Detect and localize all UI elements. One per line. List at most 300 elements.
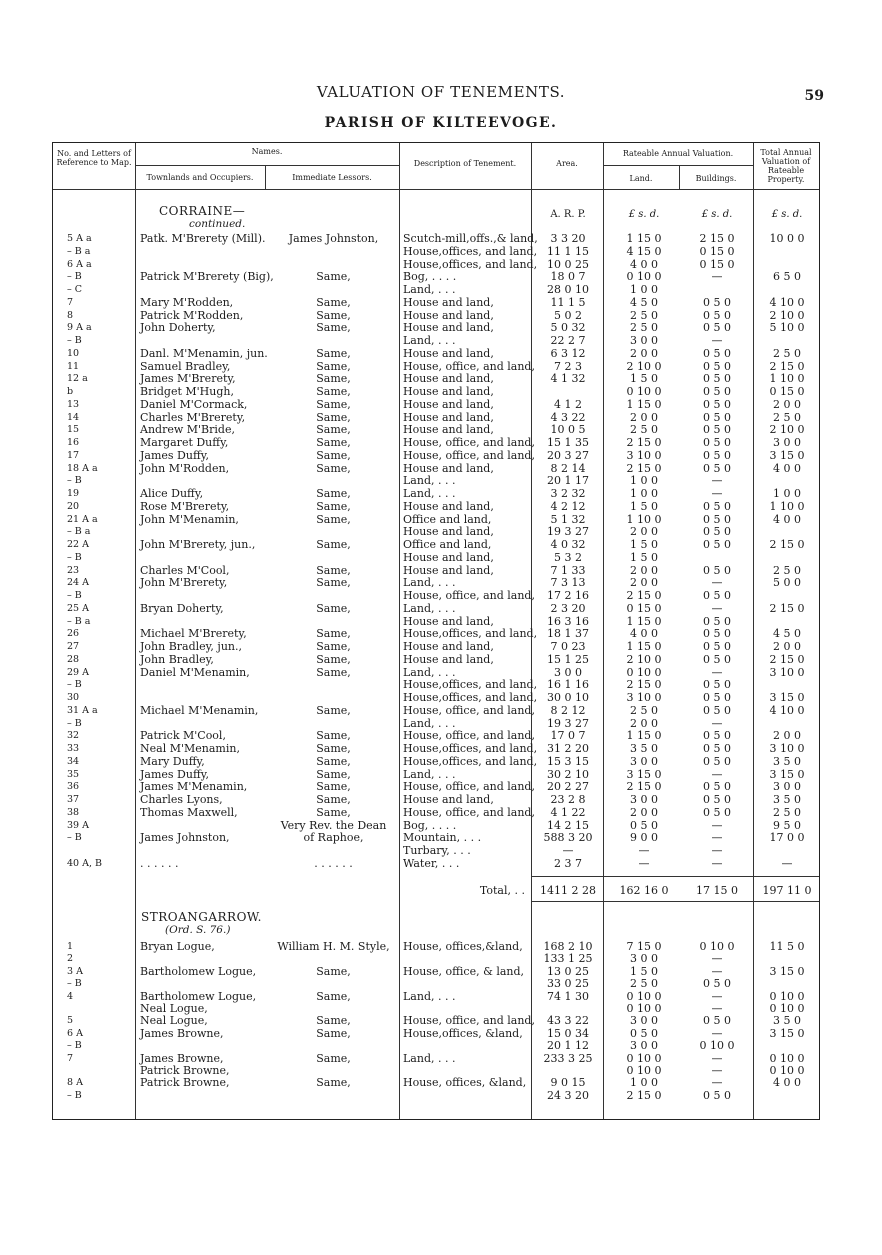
description-cell: Bog, . . . .	[403, 818, 457, 832]
occupier-cell: Charles Lyons,	[140, 793, 223, 806]
land-cell: 1 0 0	[630, 487, 658, 500]
buildings-cell: 0 5 0	[703, 359, 731, 373]
table-row	[53, 691, 819, 704]
land-cell: 0 10 0	[626, 1064, 662, 1077]
buildings-cell: —	[711, 474, 723, 488]
land-cell: 2 10 0	[626, 652, 662, 666]
description-cell: House, office, and land,	[403, 589, 535, 602]
buildings-cell: 0 10 0	[699, 1039, 735, 1053]
table-row	[53, 270, 819, 283]
occupier-cell: Danl. M'Menamin, jun.	[140, 346, 268, 360]
occupier-cell: John M'Rodden,	[140, 461, 230, 475]
area-cell: 5 0 32	[550, 321, 586, 335]
occupier-cell: James Johnston,	[140, 831, 230, 845]
buildings-cell: 0 5 0	[703, 729, 731, 743]
total-rule	[531, 901, 819, 902]
land-cell: 0 10 0	[626, 989, 662, 1003]
total-cell: 2 0 0	[773, 397, 801, 411]
total-cell: 0 10 0	[769, 1064, 805, 1077]
ref-cell: 28	[67, 653, 80, 665]
total-cell: 4 10 0	[769, 295, 805, 309]
area-cell: 8 2 12	[550, 703, 586, 717]
occupier-cell: James Duffy,	[140, 767, 210, 781]
total-row	[53, 884, 819, 897]
area-cell: 7 3 13	[550, 576, 586, 590]
description-cell: Land, . . .	[403, 767, 456, 781]
land-cell: 1 15 0	[626, 397, 662, 411]
description-cell: House and land,	[403, 640, 494, 653]
ref-cell: – B	[67, 475, 82, 487]
buildings-cell: —	[711, 1026, 723, 1040]
area-cell: 4 1 2	[554, 397, 582, 411]
valuation-table	[52, 142, 820, 1120]
total-units: £ s. d.	[771, 209, 803, 220]
lessor-cell: Same,	[316, 397, 351, 411]
table-row	[53, 640, 819, 653]
area-cell: 8 2 14	[550, 461, 586, 475]
table-row	[53, 831, 819, 844]
lessor-cell: Same,	[316, 487, 351, 500]
total-value: 197 11 0	[762, 884, 812, 897]
occupier-cell: Daniel M'Menamin,	[140, 665, 250, 679]
table-row	[53, 602, 819, 615]
description-cell: House,offices, and land,	[403, 627, 538, 641]
buildings-cell: —	[711, 1064, 723, 1077]
ref-cell: 18 A a	[67, 462, 98, 474]
table-row	[53, 729, 819, 742]
land-cell: 2 0 0	[630, 346, 658, 360]
ref-cell: – B a	[67, 615, 91, 627]
area-cell: 4 1 22	[550, 805, 586, 819]
area-cell: 20 1 17	[547, 474, 589, 488]
lessor-cell: Same,	[316, 512, 351, 526]
area-cell: 7 1 33	[550, 563, 586, 577]
land-cell: 2 15 0	[626, 461, 662, 475]
ref-cell: 1	[67, 941, 74, 952]
area-cell: 19 3 27	[547, 716, 589, 730]
description-cell: Land, . . .	[403, 474, 456, 488]
table-row	[53, 977, 819, 990]
description-cell: House,offices, and land,	[403, 691, 538, 704]
total-cell: 2 10 0	[769, 423, 805, 437]
area-cell: 10 0 25	[547, 257, 589, 271]
occupier-cell: Bryan Doherty,	[140, 601, 224, 615]
buildings-cell: 0 5 0	[703, 754, 731, 768]
occupier-cell: Mary M'Rodden,	[140, 295, 234, 309]
area-cell: 5 3 2	[554, 550, 582, 564]
area-cell: 4 0 32	[550, 538, 586, 551]
occupier-cell: Bryan Logue,	[140, 940, 215, 953]
rule	[135, 165, 399, 166]
table-row	[53, 1014, 819, 1027]
area-cell: 3 0 0	[554, 665, 582, 679]
area-cell: 31 2 20	[547, 742, 589, 755]
land-cell: 1 15 0	[626, 614, 662, 628]
ref-cell: 30	[67, 692, 80, 703]
total-cell: 2 15 0	[769, 359, 805, 373]
description-cell: House, office, and land,	[403, 805, 535, 819]
lessor-cell: Same,	[316, 754, 351, 768]
table-row	[53, 296, 819, 309]
description-cell: House and land,	[403, 614, 494, 628]
lessor-cell: Same,	[316, 436, 351, 449]
total-land: 162 16 0	[619, 884, 669, 897]
land-cell: 2 0 0	[630, 576, 658, 590]
description-cell: House, offices,&land,	[403, 940, 523, 953]
total-area: 1411 2 28	[540, 884, 596, 897]
description-cell: House and land,	[403, 499, 494, 513]
area-cell: 9 0 15	[550, 1076, 586, 1090]
land-cell: 0 10 0	[626, 665, 662, 679]
ref-cell: 7	[67, 296, 74, 308]
description-cell: House, office, & land,	[403, 964, 525, 978]
occupier-cell: John Bradley, jun.,	[140, 640, 242, 653]
buildings-cell: —	[711, 601, 723, 615]
area-cell: 15 1 25	[547, 652, 589, 666]
description-cell: Scutch-mill,offs.,& land,	[403, 232, 538, 245]
area-cell: 30 0 10	[547, 691, 589, 704]
area-cell: 4 3 22	[550, 410, 586, 424]
description-cell: Land, . . .	[403, 283, 456, 296]
ref-cell: 12 a	[67, 373, 88, 385]
table-row	[53, 576, 819, 589]
area-cell: 3 2 32	[550, 487, 586, 500]
description-cell: Land, . . .	[403, 1051, 456, 1065]
buildings-cell: 0 5 0	[703, 538, 731, 551]
table-row	[53, 1076, 819, 1089]
occupier-cell: . . . . . .	[140, 856, 179, 870]
buildings-cell: —	[711, 964, 723, 978]
section-subtitle: continued.	[189, 218, 246, 230]
buildings-cell: —	[711, 818, 723, 832]
area-cell: 13 0 25	[547, 964, 589, 978]
description-cell: Land, . . .	[403, 334, 456, 347]
buildings-cell: —	[711, 1002, 723, 1015]
land-cell: 1 5 0	[630, 964, 658, 978]
buildings-cell: 0 5 0	[703, 805, 731, 819]
land-cell: —	[638, 856, 650, 870]
lessor-cell: Same,	[316, 989, 351, 1003]
occupier-cell: Patrick M'Rodden,	[140, 308, 244, 322]
ref-cell: – C	[67, 284, 83, 295]
total-cell: 2 0 0	[773, 729, 801, 743]
land-cell: 3 0 0	[630, 754, 658, 768]
land-cell: 3 0 0	[630, 334, 658, 347]
table-row	[53, 755, 819, 768]
land-cell: 1 15 0	[626, 232, 662, 245]
land-cell: 7 15 0	[626, 940, 662, 953]
table-row	[53, 411, 819, 424]
ref-cell: 35	[67, 768, 80, 780]
area-cell: 17 0 7	[550, 729, 586, 743]
total-cell: 5 0 0	[773, 576, 801, 590]
lessor-cell: Same,	[316, 499, 351, 513]
total-cell: 3 5 0	[773, 793, 801, 806]
land-cell: 2 15 0	[626, 1088, 662, 1102]
buildings-cell: 0 15 0	[699, 244, 735, 258]
total-cell: 0 10 0	[769, 1051, 805, 1065]
lessor-cell: Same,	[316, 780, 351, 794]
buildings-cell: 0 5 0	[703, 678, 731, 692]
land-cell: 2 0 0	[630, 563, 658, 577]
ref-cell: – B	[67, 717, 82, 729]
land-cell: 0 15 0	[626, 601, 662, 615]
description-cell: House, office, and land,	[403, 436, 535, 449]
total-cell: 3 10 0	[769, 665, 805, 679]
buildings-cell: —	[711, 270, 723, 284]
page-number: 59	[804, 88, 824, 104]
ref-cell: 33	[67, 743, 80, 754]
ref-cell: 36	[67, 781, 80, 793]
table-row	[53, 1027, 819, 1040]
land-cell: 2 5 0	[630, 308, 658, 322]
lessor-cell: Same,	[316, 295, 351, 309]
ref-cell: 39 A	[67, 819, 89, 831]
land-cell: 2 5 0	[630, 703, 658, 717]
occupier-cell: John M'Brerety, jun.,	[140, 538, 256, 551]
ref-cell: 13	[67, 398, 80, 410]
area-cell: 43 3 22	[547, 1014, 589, 1028]
area-cell: 18 0 7	[550, 270, 586, 284]
occupier-cell: James Browne,	[140, 1026, 224, 1040]
description-cell: Water, . . .	[403, 856, 460, 870]
buildings-cell: —	[711, 1051, 723, 1065]
area-cell: 2 3 20	[550, 601, 586, 615]
buildings-cell: 0 5 0	[703, 742, 731, 755]
table-row	[53, 321, 819, 334]
area-cell: 22 2 7	[550, 334, 586, 347]
table-row	[53, 449, 819, 462]
land-cell: 2 5 0	[630, 321, 658, 335]
ref-cell: 38	[67, 806, 80, 818]
table-row	[53, 768, 819, 781]
land-cell: 2 15 0	[626, 678, 662, 692]
table-row	[53, 1039, 819, 1052]
area-cell: 28 0 10	[547, 283, 589, 296]
table-row	[53, 436, 819, 449]
total-cell: 4 10 0	[769, 703, 805, 717]
total-cell: 2 5 0	[773, 410, 801, 424]
land-cell: 3 0 0	[630, 952, 658, 966]
ref-cell: 22 A	[67, 539, 89, 550]
table-row	[53, 538, 819, 551]
total-cell: 17 0 0	[769, 831, 805, 845]
table-row	[53, 780, 819, 793]
lessor-cell: Same,	[316, 793, 351, 806]
col-area-header: Area.	[556, 159, 578, 168]
lessor-cell: Same,	[316, 563, 351, 577]
table-row	[53, 334, 819, 347]
total-cell: 2 15 0	[769, 652, 805, 666]
lessor-cell: Same,	[316, 372, 351, 386]
total-cell: 0 15 0	[769, 385, 805, 398]
land-cell: 2 0 0	[630, 805, 658, 819]
col-land-header: Land.	[629, 174, 653, 183]
table-row	[53, 385, 819, 398]
land-cell: 3 10 0	[626, 691, 662, 704]
occupier-cell: John M'Brerety,	[140, 576, 228, 590]
lessor-cell: Same,	[316, 964, 351, 978]
total-cell: 1 0 0	[773, 487, 801, 500]
lessor-cell: Same,	[316, 448, 351, 462]
table-row	[53, 965, 819, 978]
lessor-cell: Same,	[316, 359, 351, 373]
description-cell: Office and land,	[403, 512, 492, 526]
total-cell: 3 15 0	[769, 448, 805, 462]
area-cell: 133 1 25	[543, 952, 593, 966]
buildings-cell: 0 5 0	[703, 627, 731, 641]
description-cell: House, offices, &land,	[403, 1076, 527, 1090]
land-cell: 3 15 0	[626, 767, 662, 781]
total-cell: 2 15 0	[769, 538, 805, 551]
land-cell: 1 5 0	[630, 538, 658, 551]
col-desc-header: Description of Tenement.	[413, 159, 517, 168]
total-cell: 3 0 0	[773, 780, 801, 794]
area-cell: 6 3 12	[550, 346, 586, 360]
ref-cell: – B	[67, 335, 82, 346]
land-cell: 0 5 0	[630, 1026, 658, 1040]
description-cell: Mountain, . . .	[403, 831, 482, 845]
description-cell: House, office, and land,	[403, 729, 535, 743]
description-cell: House, office, and land,	[403, 703, 535, 717]
lessor-cell: Same,	[316, 308, 351, 322]
total-cell: 2 0 0	[773, 640, 801, 653]
buildings-cell: —	[711, 576, 723, 590]
buildings-cell: —	[711, 856, 723, 870]
buildings-cell: 0 5 0	[703, 448, 731, 462]
ref-cell: b	[67, 386, 74, 397]
table-row	[53, 742, 819, 755]
ref-cell: 6 A a	[67, 258, 92, 270]
area-cell: 2 3 7	[554, 856, 582, 870]
ref-cell: 3 A	[67, 965, 83, 977]
buildings-cell: 0 5 0	[703, 652, 731, 666]
total-cell: 2 10 0	[769, 308, 805, 322]
table-row	[53, 819, 819, 832]
description-cell: House, office, and land,	[403, 1014, 535, 1028]
table-row	[53, 857, 819, 870]
table-row	[53, 232, 819, 245]
land-cell: 2 0 0	[630, 525, 658, 539]
buildings-cell: 0 5 0	[703, 385, 731, 398]
table-row	[53, 245, 819, 258]
buildings-cell: —	[711, 989, 723, 1003]
land-cell: 4 0 0	[630, 627, 658, 641]
lessor-cell: Same,	[316, 270, 351, 284]
description-cell: House and land,	[403, 652, 494, 666]
land-cell: 2 0 0	[630, 716, 658, 730]
lessor-cell: Same,	[316, 346, 351, 360]
table-row	[53, 372, 819, 385]
total-cell: 0 10 0	[769, 989, 805, 1003]
area-cell: 33 0 25	[547, 977, 589, 991]
area-cell: 17 2 16	[547, 589, 589, 602]
land-cell: 3 0 0	[630, 793, 658, 806]
occupier-cell: Neal Logue,	[140, 1002, 208, 1015]
ref-cell: 27	[67, 641, 80, 652]
area-cell: 15 1 35	[547, 436, 589, 449]
total-cell: 5 10 0	[769, 321, 805, 335]
table-row	[53, 258, 819, 271]
occupier-cell: James M'Menamin,	[140, 780, 248, 794]
area-cell: 24 3 20	[547, 1088, 589, 1102]
col-lessors-header: Immediate Lessors.	[292, 173, 372, 182]
ref-cell: 4	[67, 990, 74, 1002]
land-cell: 2 5 0	[630, 977, 658, 991]
description-cell: Turbary, . . .	[403, 844, 471, 857]
occupier-cell: Patrick M'Brerety (Big),	[140, 270, 274, 284]
area-cell: 30 2 10	[547, 767, 589, 781]
buildings-cell: 0 5 0	[703, 780, 731, 794]
land-cell: 0 5 0	[630, 818, 658, 832]
area-cell: 16 1 16	[547, 678, 589, 692]
occupier-cell: Patrick Browne,	[140, 1064, 230, 1077]
ref-cell: – B	[67, 1089, 82, 1101]
buildings-cell: —	[711, 831, 723, 845]
table-row	[53, 513, 819, 526]
lessor-cell: Same,	[316, 1014, 351, 1028]
area-cell: 4 2 12	[550, 499, 586, 513]
buildings-cell: 0 5 0	[703, 691, 731, 704]
land-cell: 1 10 0	[626, 512, 662, 526]
buildings-cell: 2 15 0	[699, 232, 735, 245]
lessor-cell: Same,	[316, 423, 351, 437]
total-cell: 11 5 0	[769, 940, 805, 953]
lessor-cell: Same,	[316, 703, 351, 717]
land-cell: 1 0 0	[630, 474, 658, 488]
total-cell: 1 10 0	[769, 372, 805, 386]
lessor-cell: Same,	[316, 601, 351, 615]
occupier-cell: Patrick M'Cool,	[140, 729, 226, 743]
description-cell: House,offices, and land,	[403, 244, 538, 258]
table-row	[53, 666, 819, 679]
col-rateable-header: Rateable Annual Valuation.	[622, 149, 734, 158]
total-cell: 4 5 0	[773, 627, 801, 641]
description-cell: Land, . . .	[403, 716, 456, 730]
lessor-cell: Same,	[316, 805, 351, 819]
area-cell: 5 0 2	[554, 308, 582, 322]
table-row	[53, 309, 819, 322]
section-title: CORRAINE—	[159, 204, 246, 218]
ref-cell: 15	[67, 424, 80, 436]
land-cell: 1 15 0	[626, 640, 662, 653]
description-cell: Land, . . .	[403, 665, 456, 679]
description-cell: House, office, and land,	[403, 780, 535, 794]
lessor-cell: Same,	[316, 742, 351, 755]
header-rule	[53, 189, 819, 190]
total-cell: 3 5 0	[773, 754, 801, 768]
lessor-cell: Same,	[316, 665, 351, 679]
area-cell: 16 3 16	[547, 614, 589, 628]
buildings-cell: 0 5 0	[703, 346, 731, 360]
occupier-cell: Samuel Bradley,	[140, 359, 231, 373]
description-cell: House,offices, and land,	[403, 742, 538, 755]
land-cell: 1 15 0	[626, 729, 662, 743]
ref-cell: – B	[67, 551, 82, 563]
land-cell: 2 15 0	[626, 780, 662, 794]
area-cell: 5 1 32	[550, 512, 586, 526]
area-cell: 20 1 12	[547, 1039, 589, 1053]
table-row	[53, 844, 819, 857]
lessor-cell: Same,	[316, 576, 351, 590]
col-ref-header: No. and Letters of Reference to Map.	[56, 149, 132, 167]
buildings-cell: 0 5 0	[703, 1014, 731, 1028]
page-title: VALUATION OF TENEMENTS.	[316, 83, 566, 101]
area-cell: 588 3 20	[543, 831, 593, 845]
ref-cell: – B	[67, 1040, 82, 1052]
area-cell: 20 3 27	[547, 448, 589, 462]
buildings-cell: —	[711, 487, 723, 500]
